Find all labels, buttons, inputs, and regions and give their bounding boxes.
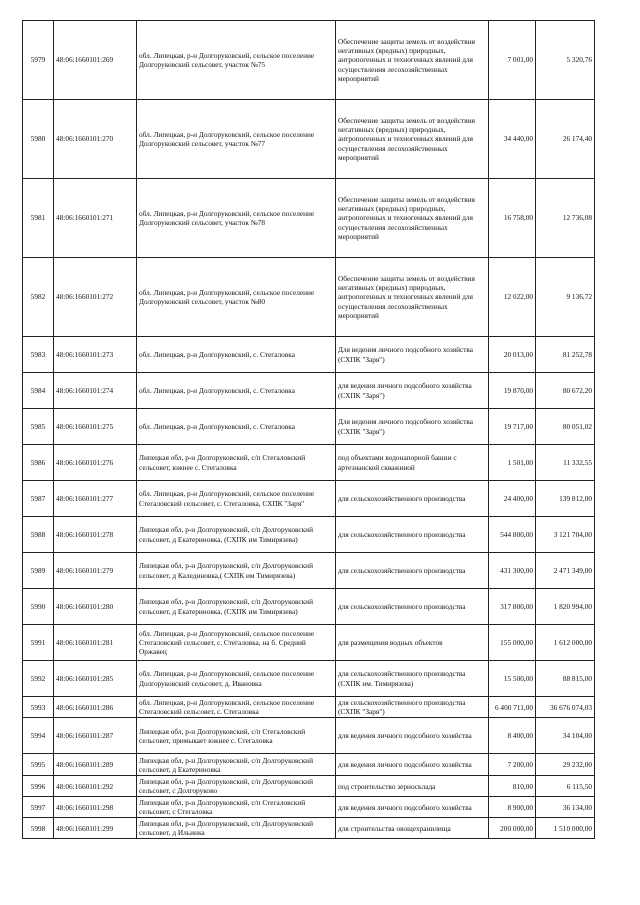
address-cell: обл. Липецкая, р-н Долгоруковский, сельское поселение Стегаловский сельсовет, с. Стегаловка xyxy=(137,697,336,718)
address-cell: обл. Липецкая, р-н Долгоруковский, с. Стегаловка xyxy=(137,337,336,373)
table-row xyxy=(23,21,595,100)
permitted-use-cell: под строительство зерносклада xyxy=(336,776,489,797)
address-cell: Липецкая обл, р-н Долгоруковский, с/п Стегаловский сельсовет, с Стегаловка xyxy=(137,797,336,818)
land-parcels-table xyxy=(22,20,595,839)
row-number-cell: 5988 xyxy=(23,517,54,553)
area-cell: 8 400,00 xyxy=(489,718,536,754)
cadastral-number-cell: 48:06:1660101:272 xyxy=(54,258,137,337)
area-cell: 7 200,00 xyxy=(489,754,536,776)
cadastral-number-cell: 48:06:1660101:289 xyxy=(54,754,137,776)
row-number-cell: 5991 xyxy=(23,625,54,661)
address-cell: Липецкая обл, р-н Долгоруковский, с/п Долгоруковский сельсовет, д Екатериновка xyxy=(137,754,336,776)
cadastral-value-cell: 5 320,76 xyxy=(536,21,595,100)
address-cell: обл. Липецкая, р-н Долгоруковский, сельское поселение Стегаловский сельсовет, с. Стегаловка, на б. Средний Оржавец xyxy=(137,625,336,661)
cadastral-value-cell: 139 812,00 xyxy=(536,481,595,517)
row-number-cell: 5981 xyxy=(23,179,54,258)
row-number-cell: 5979 xyxy=(23,21,54,100)
table-row xyxy=(23,818,595,839)
cadastral-number-cell: 48:06:1660101:270 xyxy=(54,100,137,179)
cadastral-value-cell: 29 232,00 xyxy=(536,754,595,776)
area-cell: 317 800,00 xyxy=(489,589,536,625)
cadastral-number-cell: 48:06:1660101:298 xyxy=(54,797,137,818)
row-number-cell: 5990 xyxy=(23,589,54,625)
area-cell: 1 501,00 xyxy=(489,445,536,481)
row-number-cell: 5998 xyxy=(23,818,54,839)
row-number-cell: 5985 xyxy=(23,409,54,445)
table-row xyxy=(23,517,595,553)
permitted-use-cell: Обеспечение защиты земель от воздействия негативных (вредных) природных, антропогенных и техногенных явлений для осуществления лесохозяйственных мероприятий xyxy=(336,179,489,258)
permitted-use-cell: для ведения личного подсобного хозяйства xyxy=(336,718,489,754)
area-cell: 431 300,00 xyxy=(489,553,536,589)
permitted-use-cell: для сельскохозяйственного производства xyxy=(336,553,489,589)
table-row xyxy=(23,373,595,409)
address-cell: обл. Липецкая, р-н Долгоруковский, сельское поселение Стегаловский сельсовет, с. Стегаловка, СХПК "Заря" xyxy=(137,481,336,517)
row-number-cell: 5983 xyxy=(23,337,54,373)
permitted-use-cell: для сельскохозяйственного производства (СХПК "Заря") xyxy=(336,697,489,718)
cadastral-number-cell: 48:06:1660101:287 xyxy=(54,718,137,754)
row-number-cell: 5993 xyxy=(23,697,54,718)
row-number-cell: 5986 xyxy=(23,445,54,481)
area-cell: 19 717,00 xyxy=(489,409,536,445)
table-row xyxy=(23,179,595,258)
address-cell: Липецкая обл, р-н Долгоруковский, с/п Долгоруковский сельсовет, д Ильинка xyxy=(137,818,336,839)
permitted-use-cell: для сельскохозяйственного производства (СХПК им. Тимирязева) xyxy=(336,661,489,697)
row-number-cell: 5997 xyxy=(23,797,54,818)
row-number-cell: 5994 xyxy=(23,718,54,754)
table-row xyxy=(23,100,595,179)
area-cell: 34 440,00 xyxy=(489,100,536,179)
area-cell: 6 400 711,00 xyxy=(489,697,536,718)
cadastral-number-cell: 48:06:1660101:279 xyxy=(54,553,137,589)
area-cell: 15 500,00 xyxy=(489,661,536,697)
cadastral-value-cell: 81 252,78 xyxy=(536,337,595,373)
permitted-use-cell: для сельскохозяйственного производства xyxy=(336,517,489,553)
permitted-use-cell: Обеспечение защиты земель от воздействия негативных (вредных) природных, антропогенных и техногенных явлений для осуществления лесохозяйственных мероприятий xyxy=(336,21,489,100)
address-cell: обл. Липецкая, р-н Долгоруковский, сельское поселение Долгоруковский сельсовет, участок №80 xyxy=(137,258,336,337)
row-number-cell: 5995 xyxy=(23,754,54,776)
permitted-use-cell: Обеспечение защиты земель от воздействия негативных (вредных) природных, антропогенных и техногенных явлений для осуществления лесохозяйственных мероприятий xyxy=(336,100,489,179)
cadastral-number-cell: 48:06:1660101:275 xyxy=(54,409,137,445)
row-number-cell: 5987 xyxy=(23,481,54,517)
cadastral-value-cell: 9 136,72 xyxy=(536,258,595,337)
row-number-cell: 5996 xyxy=(23,776,54,797)
cadastral-value-cell: 6 115,50 xyxy=(536,776,595,797)
table-row xyxy=(23,481,595,517)
cadastral-value-cell: 26 174,40 xyxy=(536,100,595,179)
area-cell: 16 758,00 xyxy=(489,179,536,258)
address-cell: обл. Липецкая, р-н Долгоруковский, сельское поселение Долгоруковский сельсовет, д. Ивановка xyxy=(137,661,336,697)
cadastral-value-cell: 2 471 349,00 xyxy=(536,553,595,589)
cadastral-number-cell: 48:06:1660101:277 xyxy=(54,481,137,517)
address-cell: обл. Липецкая, р-н Долгоруковский, с. Стегаловка xyxy=(137,409,336,445)
cadastral-value-cell: 34 104,00 xyxy=(536,718,595,754)
cadastral-number-cell: 48:06:1660101:299 xyxy=(54,818,137,839)
table-row xyxy=(23,661,595,697)
area-cell: 200 000,00 xyxy=(489,818,536,839)
table-body xyxy=(23,21,595,839)
row-number-cell: 5984 xyxy=(23,373,54,409)
cadastral-value-cell: 80 051,02 xyxy=(536,409,595,445)
area-cell: 7 001,00 xyxy=(489,21,536,100)
table-row xyxy=(23,553,595,589)
permitted-use-cell: Обеспечение защиты земель от воздействия негативных (вредных) природных, антропогенных и техногенных явлений для осуществления лесохозяйственных мероприятий xyxy=(336,258,489,337)
permitted-use-cell: Для ведения личного подсобного хозяйства (СХПК "Заря") xyxy=(336,409,489,445)
address-cell: Липецкая обл, р-н Долгоруковский, с/п Долгоруковский сельсовет, д Калединовка,( СХПК им Тимирязева) xyxy=(137,553,336,589)
cadastral-value-cell: 1 612 000,00 xyxy=(536,625,595,661)
permitted-use-cell: под объектами водонапорной башни с артезианской скважиной xyxy=(336,445,489,481)
table-row xyxy=(23,625,595,661)
cadastral-number-cell: 48:06:1660101:285 xyxy=(54,661,137,697)
address-cell: обл. Липецкая, р-н Долгоруковский, сельское поселение Долгоруковский сельсовет, участок №77 xyxy=(137,100,336,179)
address-cell: обл. Липецкая, р-н Долгоруковский, сельское поселение Долгоруковский сельсовет, участок №78 xyxy=(137,179,336,258)
permitted-use-cell: для ведения личного подсобного хозяйства xyxy=(336,797,489,818)
table-row xyxy=(23,445,595,481)
row-number-cell: 5992 xyxy=(23,661,54,697)
area-cell: 8 900,00 xyxy=(489,797,536,818)
table-row xyxy=(23,797,595,818)
cadastral-number-cell: 48:06:1660101:281 xyxy=(54,625,137,661)
cadastral-value-cell: 88 815,00 xyxy=(536,661,595,697)
table-row xyxy=(23,337,595,373)
address-cell: обл. Липецкая, р-н Долгоруковский, с. Стегаловка xyxy=(137,373,336,409)
cadastral-value-cell: 1 820 994,00 xyxy=(536,589,595,625)
table-row xyxy=(23,589,595,625)
address-cell: Липецкая обл, р-н Долгоруковский, с/п Стегаловский сельсовет, примыкает южнее с. Стегаловка xyxy=(137,718,336,754)
permitted-use-cell: Для ведения личного подсобного хозяйства (СХПК "Заря") xyxy=(336,337,489,373)
table-row xyxy=(23,409,595,445)
area-cell: 24 400,00 xyxy=(489,481,536,517)
cadastral-value-cell: 36 134,00 xyxy=(536,797,595,818)
table-row xyxy=(23,718,595,754)
table-row xyxy=(23,697,595,718)
address-cell: Липецкая обл, р-н Долгоруковский, с/п Стегаловский сельсовет, южнее с. Стегаловка xyxy=(137,445,336,481)
table-row xyxy=(23,754,595,776)
address-cell: Липецкая обл, р-н Долгоруковский, с/п Долгоруковский сельсовет, с Долгоруково xyxy=(137,776,336,797)
cadastral-value-cell: 12 736,08 xyxy=(536,179,595,258)
table-row xyxy=(23,776,595,797)
cadastral-number-cell: 48:06:1660101:271 xyxy=(54,179,137,258)
area-cell: 544 800,00 xyxy=(489,517,536,553)
address-cell: Липецкая обл, р-н Долгоруковский, с/п Долгоруковский сельсовет, д Екатериновка, (СХПК им Тимирязева) xyxy=(137,517,336,553)
cadastral-number-cell: 48:06:1660101:280 xyxy=(54,589,137,625)
cadastral-value-cell: 11 332,55 xyxy=(536,445,595,481)
row-number-cell: 5980 xyxy=(23,100,54,179)
address-cell: обл. Липецкая, р-н Долгоруковский, сельское поселение Долгоруковский сельсовет, участок №75 xyxy=(137,21,336,100)
row-number-cell: 5989 xyxy=(23,553,54,589)
cadastral-number-cell: 48:06:1660101:273 xyxy=(54,337,137,373)
cadastral-number-cell: 48:06:1660101:286 xyxy=(54,697,137,718)
area-cell: 155 000,00 xyxy=(489,625,536,661)
permitted-use-cell: для ведения личного подсобного хозяйства xyxy=(336,754,489,776)
table-row xyxy=(23,258,595,337)
area-cell: 20 013,00 xyxy=(489,337,536,373)
cadastral-value-cell: 36 676 074,03 xyxy=(536,697,595,718)
area-cell: 810,00 xyxy=(489,776,536,797)
permitted-use-cell: для сельскохозяйственного производства xyxy=(336,589,489,625)
cadastral-number-cell: 48:06:1660101:274 xyxy=(54,373,137,409)
row-number-cell: 5982 xyxy=(23,258,54,337)
permitted-use-cell: для размещения водных объектов xyxy=(336,625,489,661)
cadastral-number-cell: 48:06:1660101:278 xyxy=(54,517,137,553)
area-cell: 19 870,00 xyxy=(489,373,536,409)
cadastral-value-cell: 3 121 704,00 xyxy=(536,517,595,553)
permitted-use-cell: для сельскохозяйственного производства xyxy=(336,481,489,517)
cadastral-number-cell: 48:06:1660101:276 xyxy=(54,445,137,481)
cadastral-number-cell: 48:06:1660101:292 xyxy=(54,776,137,797)
address-cell: Липецкая обл, р-н Долгоруковский, с/п Долгоруковский сельсовет, д Екатериновка, (СХПК им Тимирязева) xyxy=(137,589,336,625)
cadastral-number-cell: 48:06:1660101:269 xyxy=(54,21,137,100)
cadastral-value-cell: 1 510 000,00 xyxy=(536,818,595,839)
area-cell: 12 022,00 xyxy=(489,258,536,337)
permitted-use-cell: для строительства овощехранилища xyxy=(336,818,489,839)
cadastral-value-cell: 80 672,20 xyxy=(536,373,595,409)
permitted-use-cell: для ведения личного подсобного хозяйства (СХПК "Заря") xyxy=(336,373,489,409)
